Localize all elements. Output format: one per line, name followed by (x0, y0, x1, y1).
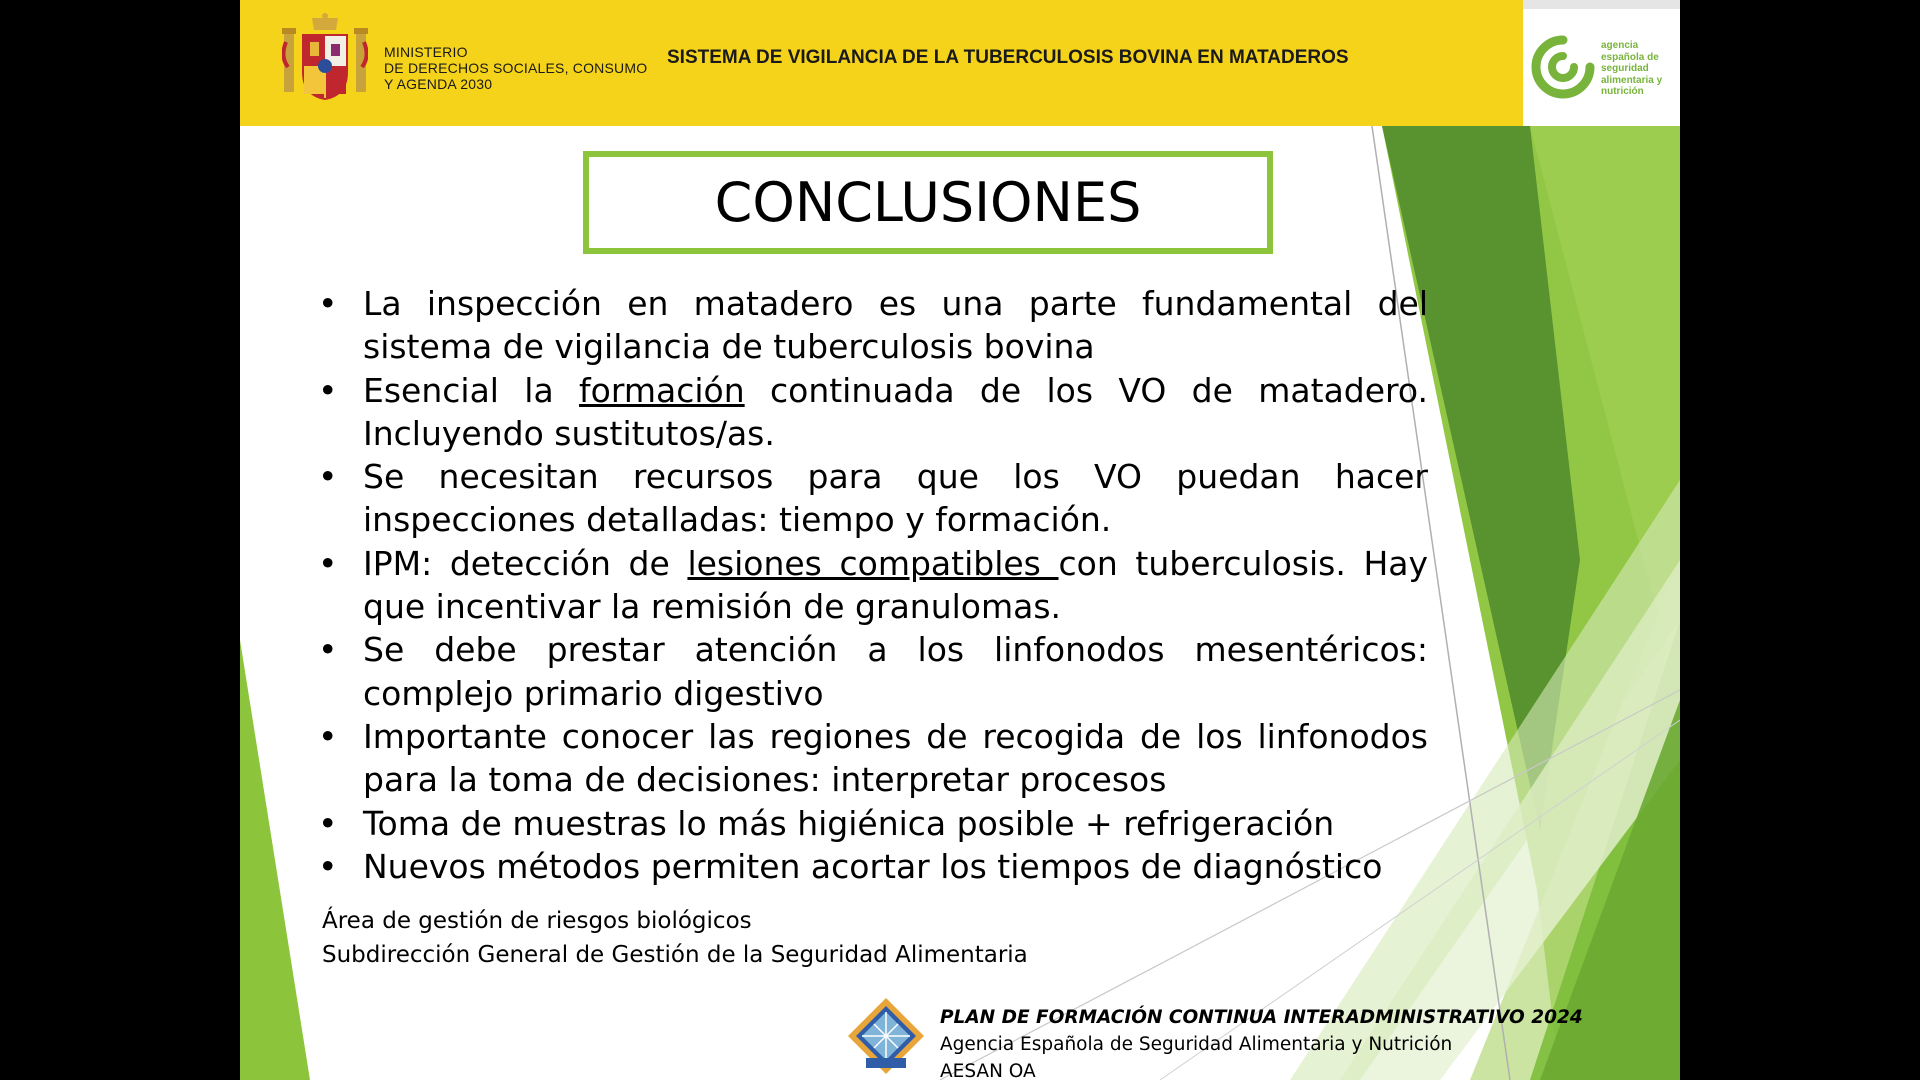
conclusion-text: Nuevos métodos permiten acortar los tiempos de diagnóstico (363, 846, 1383, 886)
ministry-name (384, 44, 647, 92)
slide (240, 0, 1680, 1080)
conclusion-item (318, 542, 1428, 629)
conclusion-text: con tuberculosis. Hay que incentivar la remisión de granulomas. (363, 543, 1429, 627)
agency-logo-line: agencia (1601, 40, 1639, 51)
ministry-line: DE DERECHOS SOCIALES, CONSUMO (384, 60, 648, 76)
bullet-dot: • (318, 630, 338, 670)
footer-area: Área de gestión de riesgos biológicos (322, 908, 752, 934)
plan-abbr: AESAN OA (940, 1061, 1036, 1080)
conclusion-text: Toma de muestras lo más higiénica posible + refrigeración (363, 803, 1335, 843)
slide-title: CONCLUSIONES (583, 151, 1273, 254)
ministry-line: Y AGENDA 2030 (384, 76, 493, 92)
aesan-spiral-logo-icon (1530, 34, 1596, 100)
conclusion-item (318, 628, 1428, 715)
conclusion-text: Se necesitan recursos para que los VO puedan hacer inspecciones detalladas: tiempo y formación. (363, 457, 1428, 540)
agency-logo-text (1601, 40, 1662, 98)
conclusion-item (318, 802, 1428, 845)
bullet-dot: • (318, 846, 338, 886)
bullet-dot: • (318, 284, 338, 323)
conclusion-text: continuada de los VO de matadero. Incluyendo sustitutos/as. (363, 370, 1428, 453)
conclusion-item (318, 455, 1428, 542)
underlined-text: lesiones compatibles (687, 543, 1059, 583)
system-title: SISTEMA DE VIGILANCIA DE LA TUBERCULOSIS BOVINA EN MATADEROS (667, 47, 1349, 68)
bullet-dot: • (318, 803, 338, 843)
agency-logo-line: alimentaria y (1601, 74, 1663, 86)
footer-department (322, 904, 1028, 972)
plan-info (940, 1004, 1583, 1080)
conclusions-list (318, 282, 1428, 888)
spain-coat-of-arms-icon (282, 12, 368, 102)
bullet-dot: • (318, 543, 338, 583)
conclusion-text: Importante conocer las regiones de recogida de los linfonodos para la toma de decisiones: interpretar procesos (363, 716, 1428, 800)
conclusion-item (318, 369, 1428, 456)
plan-agency: Agencia Española de Seguridad Alimentaria y Nutrición (940, 1034, 1453, 1055)
agency-logo-line: española de (1601, 51, 1659, 63)
plan-title: PLAN DE FORMACIÓN CONTINUA INTERADMINISTRATIVO 2024 (940, 1007, 1583, 1028)
bullet-dot: • (318, 370, 338, 410)
conclusion-item (318, 715, 1428, 802)
conclusion-text: Se debe prestar atención a los linfonodos mesentéricos: complejo primario digestivo (363, 630, 1428, 713)
header-bar (240, 0, 1523, 126)
conclusion-item (318, 845, 1428, 888)
conclusion-text: Esencial la (363, 370, 580, 410)
footer-subdirection: Subdirección General de Gestión de la Seguridad Alimentaria (322, 942, 1028, 968)
plan-formacion-logo-icon (846, 996, 926, 1076)
conclusion-item (318, 282, 1428, 369)
ministry-line: MINISTERIO (384, 44, 468, 60)
conclusion-text: La inspección en matadero es una parte fundamental del sistema de vigilancia de tuberculosis bovina (363, 284, 1428, 367)
bullet-dot: • (318, 457, 338, 497)
agency-logo-line: seguridad (1601, 63, 1649, 74)
underlined-text: formación (579, 370, 745, 410)
agency-logo-line: nutrición (1601, 86, 1644, 97)
conclusion-text: IPM: detección de (363, 543, 688, 583)
bullet-dot: • (318, 716, 338, 756)
